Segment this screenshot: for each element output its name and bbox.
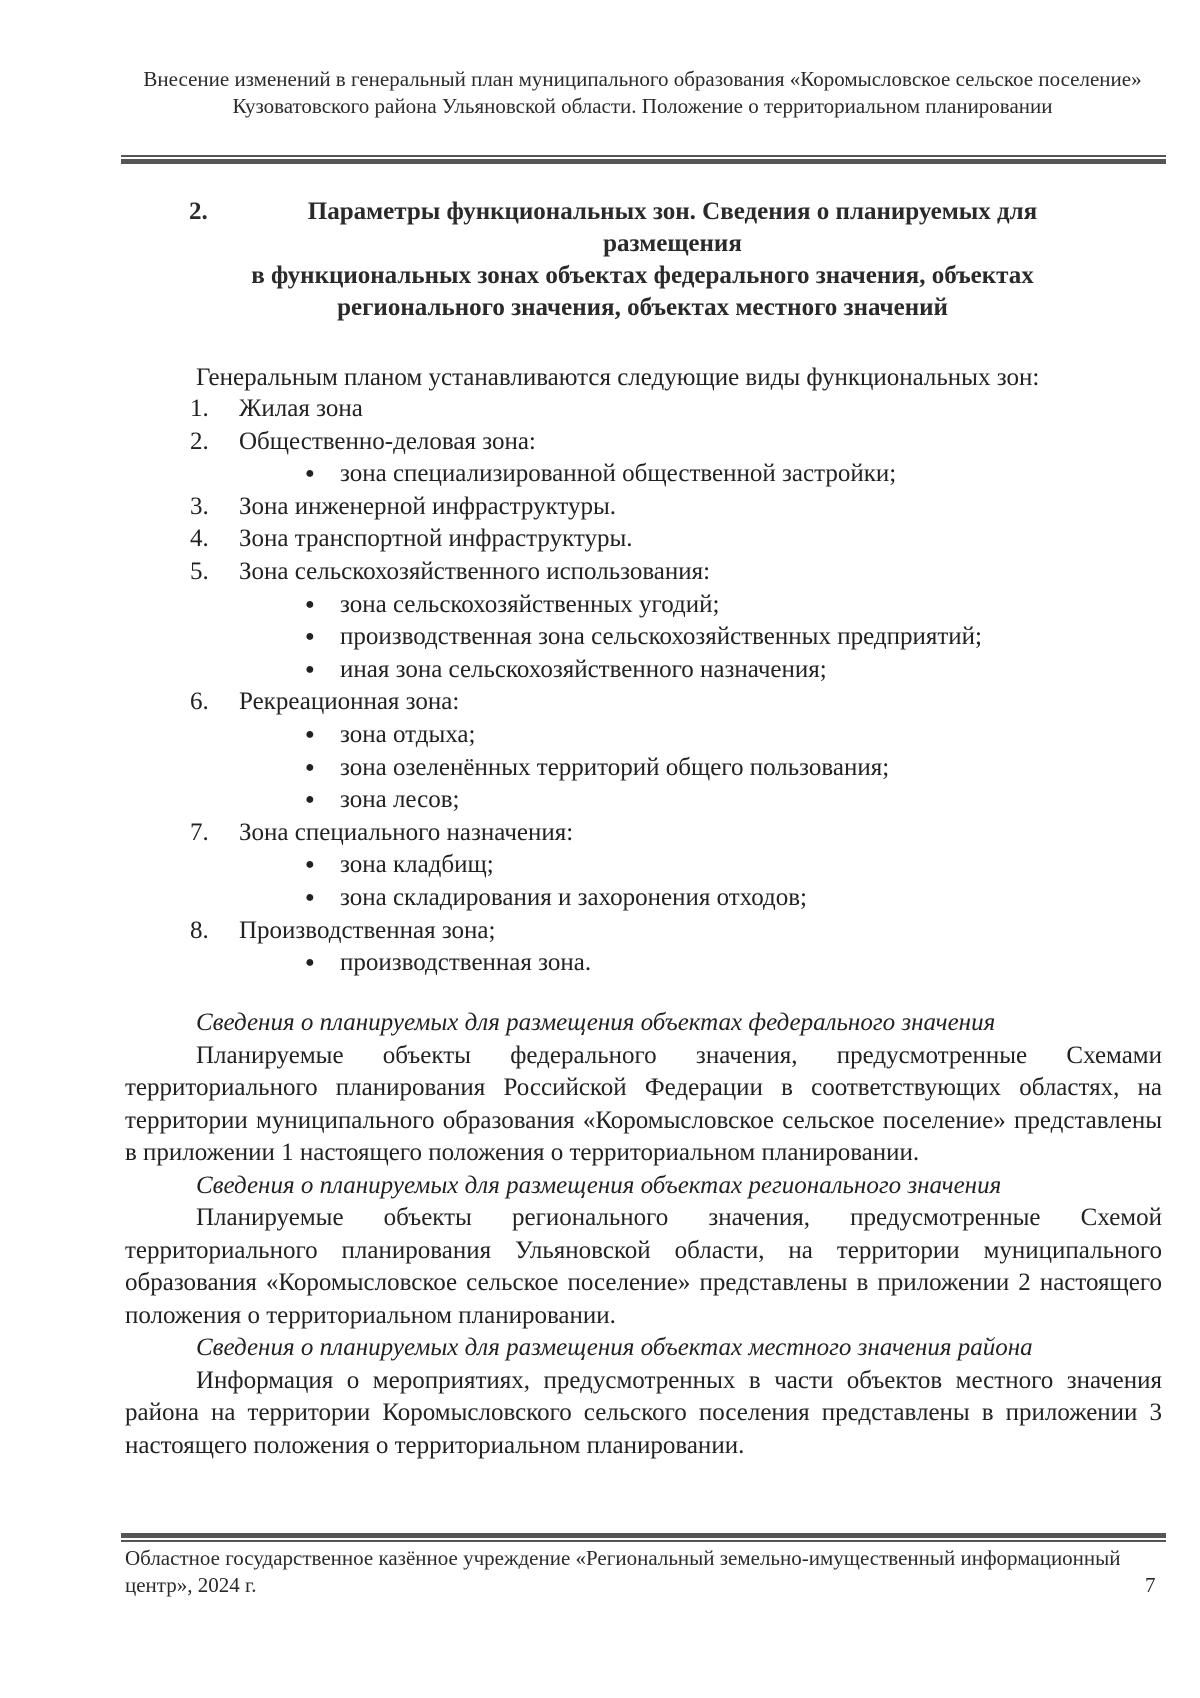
zone-list-item	[190, 393, 982, 426]
zone-number: 3.	[190, 492, 209, 520]
subzone-label: зона лесов;	[340, 786, 460, 814]
zone-label: Рекреационная зона:	[239, 688, 460, 716]
subzone-list-item	[190, 752, 982, 785]
planned-objects-section	[125, 1007, 1162, 1462]
local-heading: Сведения о планируемых для размещения объектах местного значения района	[196, 1334, 1033, 1361]
subzone-list-item	[190, 654, 982, 687]
subzone-label: зона сельскохозяйственных угодий;	[340, 590, 720, 618]
regional-paragraph: Планируемые объекты регионального значения, предусмотренные Схемой территориального планирования Ульяновской области, на территории муниципального образования «Коромысловское сельское поселение» представлены в приложении 2 настоящего положения о территориальном планировании.	[125, 1204, 1162, 1329]
zone-list-item	[190, 523, 982, 556]
subzone-list-item	[190, 621, 982, 654]
zone-label: Зона сельскохозяйственного использования:	[239, 557, 711, 585]
subzone-list-item	[190, 719, 982, 752]
section-title-line1: Параметры функциональных зон. Сведения о планируемых для размещения	[307, 198, 1038, 257]
bullet-icon: ●	[305, 856, 315, 874]
zone-list-item	[190, 817, 982, 915]
subzone-label: иная зона сельскохозяйственного назначения;	[340, 655, 827, 683]
zone-label: Зона специального назначения:	[239, 818, 574, 846]
local-paragraph: Информация о мероприятиях, предусмотренных в части объектов местного значения района на территории Коромысловского сельского поселения представлены в приложении 3 настоящего положения о территориальном планировании.	[125, 1366, 1162, 1459]
header-rule	[121, 155, 1166, 164]
subzone-list-item	[190, 784, 982, 817]
zone-number: 7.	[190, 818, 209, 846]
subzone-label: зона кладбищ;	[340, 851, 494, 879]
subzone-list-item	[190, 882, 982, 915]
zone-label: Зона транспортной инфраструктуры.	[239, 525, 633, 553]
zone-list	[190, 393, 982, 980]
page-number: 7	[1145, 1573, 1156, 1597]
zone-number: 6.	[190, 688, 209, 716]
bullet-icon: ●	[305, 595, 315, 613]
subzone-label: зона отдыха;	[340, 720, 476, 748]
bullet-icon: ●	[305, 888, 315, 906]
subzone-label: производственная зона сельскохозяйственных предприятий;	[340, 623, 982, 651]
subzone-list	[190, 458, 982, 491]
bullet-icon: ●	[305, 660, 315, 678]
running-header: Внесение изменений в генеральный план муниципального образования «Коромысловское сельское поселение» Кузоватовского района Ульяновской области. Положение о территориальном планировании	[143, 67, 1142, 118]
bullet-icon: ●	[305, 465, 315, 483]
zone-label: Зона инженерной инфраструктуры.	[239, 492, 617, 520]
bullet-icon: ●	[305, 758, 315, 776]
zone-label: Жилая зона	[239, 395, 363, 422]
subzone-list-item	[190, 849, 982, 882]
zone-number: 8.	[190, 916, 209, 944]
section-heading	[185, 196, 1100, 324]
section-title-line2: в функциональных зонах объектах федерального значения, объектах регионального значения, объектах местного значений	[251, 262, 1034, 321]
section-number: 2.	[189, 198, 208, 225]
zone-list-item	[190, 556, 982, 686]
bullet-icon: ●	[305, 628, 315, 646]
bullet-icon: ●	[305, 954, 315, 972]
zone-list-item	[190, 491, 982, 524]
zones-intro: Генеральным планом устанавливаются следующие виды функциональных зон:	[196, 364, 1040, 391]
footer-rule	[121, 1533, 1166, 1542]
zone-number: 5.	[190, 557, 209, 585]
federal-heading: Сведения о планируемых для размещения объектах федерального значения	[196, 1009, 996, 1036]
subzone-list-item	[190, 589, 982, 622]
regional-heading: Сведения о планируемых для размещения объектах регионального значения	[196, 1171, 1002, 1199]
bullet-icon: ●	[305, 791, 315, 809]
zone-list-item	[190, 426, 982, 491]
zone-number: 2.	[190, 427, 209, 455]
federal-paragraph: Планируемые объекты федерального значения, предусмотренные Схемами территориального планирования Российской Федерации в соответствующих областях, на территории муниципального образования «Коромысловское сельское поселение» представлены в приложении 1 настоящего положения о территориальном планировании.	[125, 1041, 1162, 1166]
subzone-list	[190, 719, 982, 817]
bullet-icon: ●	[305, 725, 315, 743]
subzone-list-item	[190, 947, 982, 980]
subzone-label: производственная зона.	[340, 949, 592, 977]
subzone-list	[190, 849, 982, 914]
zone-number: 4.	[190, 525, 209, 553]
subzone-label: зона озеленённых территорий общего пользования;	[340, 753, 890, 781]
subzone-list	[190, 947, 982, 980]
zone-number: 1.	[190, 395, 209, 422]
subzone-list	[190, 589, 982, 687]
subzone-label: зона специализированной общественной застройки;	[340, 460, 897, 488]
zone-label: Общественно-деловая зона:	[239, 427, 536, 455]
zone-list-item	[190, 915, 982, 980]
running-footer: Областное государственное казённое учреждение «Региональный земельно-имущественный информационный центр», 2024 г.	[125, 1546, 1121, 1597]
subzone-label: зона складирования и захоронения отходов;	[340, 883, 807, 911]
zone-list-item	[190, 686, 982, 816]
zone-label: Производственная зона;	[239, 916, 496, 944]
subzone-list-item	[190, 458, 982, 491]
